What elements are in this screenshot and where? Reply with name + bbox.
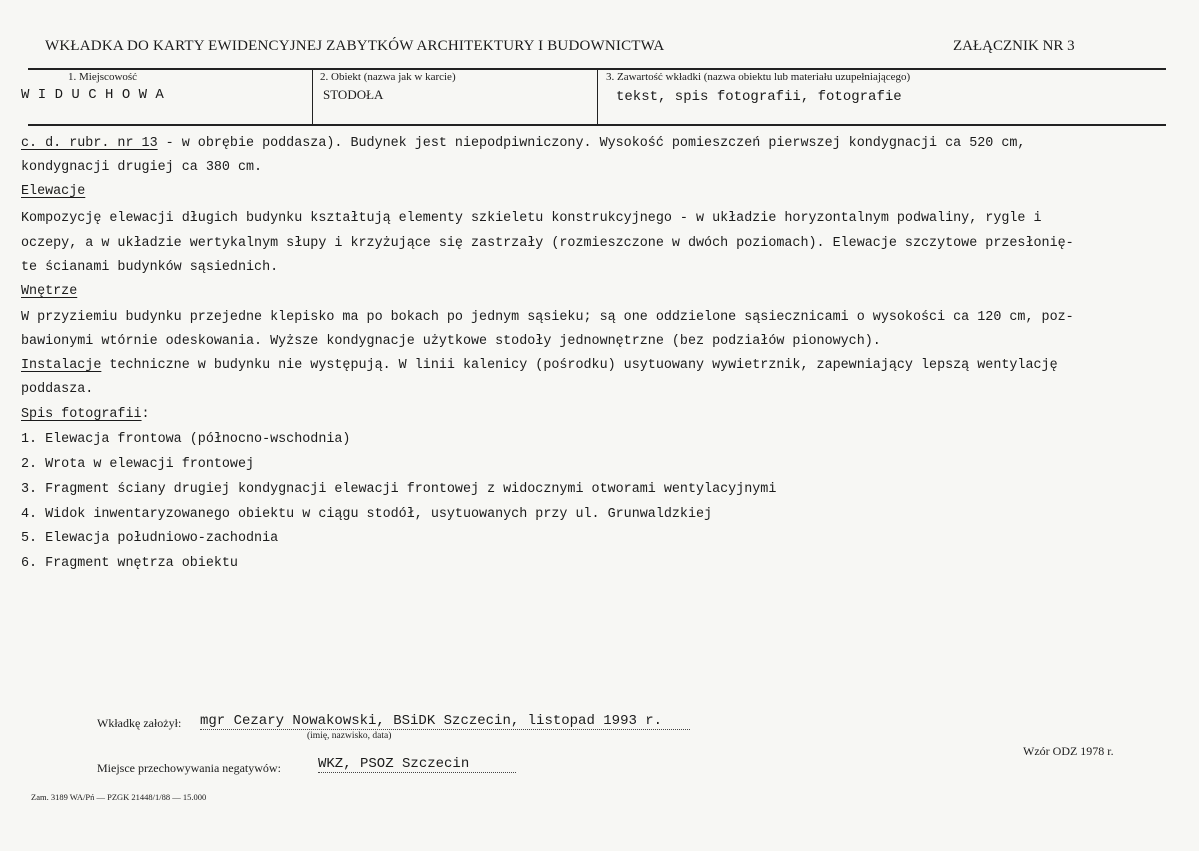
heading-instalacje: Instalacje (21, 358, 102, 373)
field-object-value: STODOŁA (323, 87, 384, 102)
photo-item: 3. Fragment ściany drugiej kondygnacji elewacji frontowej z widocznymi otworami wentylacyjnymi (21, 482, 777, 497)
heading-spis-text: Spis fotografii (21, 407, 142, 422)
body-line-5: oczepy, a w układzie wertykalnym słupy i krzyżujące się zastrzały (rozmieszczone w dwóch poziomach). Elewacje szczytowe przesłonię- (21, 236, 1074, 251)
heading-elewacje: Elewacje (21, 184, 86, 199)
field-content-label: 3. Zawartość wkładki (nazwa obiektu lub materiału uzupełniającego) (606, 71, 911, 83)
body-line-1-text: - w obrębie poddasza). Budynek jest niepodpiwniczony. Wysokość pomieszczeń pierwszej kondygnacji ca 520 cm, (157, 136, 1026, 151)
table-bottom-rule (28, 124, 1166, 126)
founder-label: Wkładkę założył: (97, 716, 182, 730)
photo-item: 6. Fragment wnętrza obiektu (21, 556, 238, 571)
body-line-8: W przyziemiu budynku przejedne klepisko ma po bokach po jednym sąsieku; są one oddzielone sąsiecznicami o wysokości ca 120 cm, poz- (21, 310, 1074, 325)
body-line-6: te ścianami budynków sąsiednich. (21, 260, 279, 275)
body-line-11: poddasza. (21, 382, 94, 397)
storage-label: Miejsce przechowywania negatywów: (97, 761, 281, 775)
column-divider-1 (312, 70, 313, 124)
body-line-10 (21, 358, 1058, 373)
form-title: WKŁADKA DO KARTY EWIDENCYJNEJ ZABYTKÓW ARCHITEKTURY I BUDOWNICTWA (45, 38, 665, 54)
photo-item: 2. Wrota w elewacji frontowej (21, 457, 255, 472)
body-line-9: bawionymi wtórnie odeskowania. Wyższe kondygnacje użytkowe stodoły jednownętrzne (bez podziałów pionowych). (21, 334, 881, 349)
photo-item: 1. Elewacja frontowa (północno-wschodnia) (21, 432, 351, 447)
heading-wnetrze: Wnętrze (21, 284, 78, 299)
column-divider-2 (597, 70, 598, 124)
founder-hint: (imię, nazwisko, data) (307, 731, 392, 741)
body-line-4: Kompozycję elewacji długich budynku kształtują elementy szkieletu konstrukcyjnego - w układzie horyzontalnym podwaliny, rygle i (21, 211, 1042, 226)
heading-spis-fotografii (21, 407, 150, 422)
photo-item: 5. Elewacja południowo-zachodnia (21, 531, 279, 546)
photo-item: 4. Widok inwentaryzowanego obiektu w ciągu stodół, usytuowanych przy ul. Grunwaldzkiej (21, 507, 713, 522)
continued-ref: c. d. rubr. nr 13 (21, 136, 158, 151)
body-line-10-text: techniczne w budynku nie występują. W linii kalenicy (pośrodku) usytuowany wywietrznik, zapewniający lepszą wentylację (101, 358, 1058, 373)
field-content-value: tekst, spis fotografii, fotografie (616, 89, 902, 105)
founder-value: mgr Cezary Nowakowski, BSiDK Szczecin, listopad 1993 r. (200, 713, 690, 730)
body-line-1 (21, 136, 1025, 151)
print-order-note: Zam. 3189 WA/Pń — PZGK 21448/1/88 — 15.000 (31, 792, 207, 802)
field-object-label: 2. Obiekt (nazwa jak w karcie) (320, 71, 456, 83)
storage-value: WKZ, PSOZ Szczecin (318, 756, 516, 773)
field-locality-value: W I D U C H O W A (21, 87, 164, 103)
attachment-number: ZAŁĄCZNIK NR 3 (953, 38, 1075, 54)
heading-spis-colon: : (141, 407, 150, 422)
field-locality-label: 1. Miejscowość (68, 71, 138, 83)
body-line-2: kondygnacji drugiej ca 380 cm. (21, 160, 263, 175)
pattern-note: Wzór ODZ 1978 r. (1023, 744, 1114, 758)
